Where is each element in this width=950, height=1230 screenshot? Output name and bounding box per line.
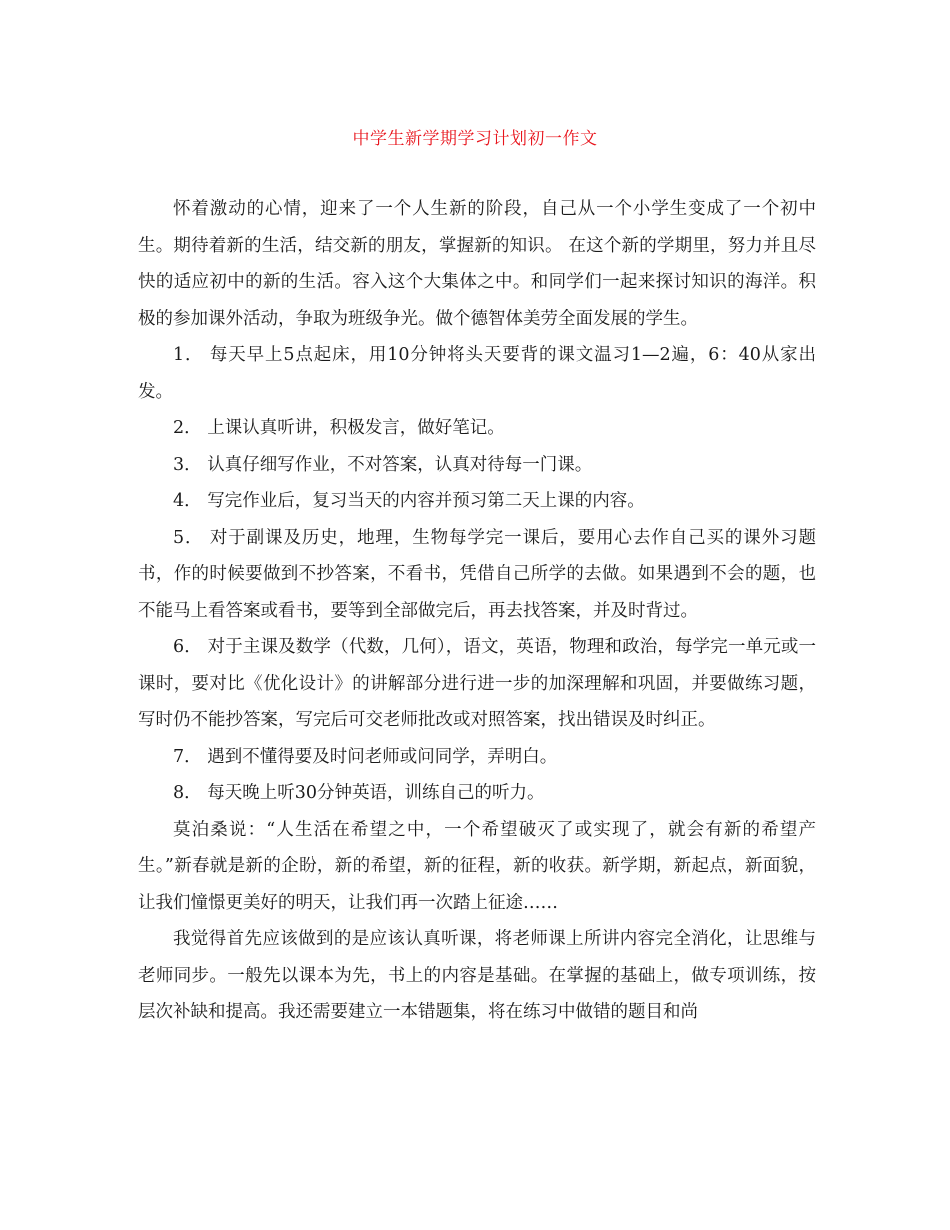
plan-item-5: 5． 对于副课及历史，地理，生物每学完一课后，要用心去作自己买的课外习题书，作的时候要做到不抄答案，不看书，凭借自己所学的去做。如果遇到不会的题，也不能马上看答案或看书，要等到全部做完后，再去找答案，并及时背过。 [138, 527, 816, 621]
plan-item-2: 2． 上课认真听讲，积极发言，做好笔记。 [173, 418, 505, 438]
intro-paragraph: 怀着激动的心情，迎来了一个人生新的阶段，自己从一个小学生变成了一个初中生。期待着新的生活，结交新的朋友，掌握新的知识。 在这个新的学期里，努力并且尽快的适应初中的新的生活。容入这个大集体之中。和同学们一起来探讨知识的海洋。积极的参加课外活动，争取为班级争光。做个德智体美劳全面发展的学生。 [138, 199, 816, 329]
plan-item-7: 7． 遇到不懂得要及时问老师或问同学，弄明白。 [173, 746, 558, 767]
plan-item-3: 3． 认真仔细写作业，不对答案，认真对待每一门课。 [173, 454, 593, 475]
document-title: 中学生新学期学习计划初一作文 [352, 129, 598, 149]
plan-item-8: 8． 每天晚上听30分钟英语，训练自己的听力。 [173, 783, 545, 803]
plan-item-4: 4． 写完作业后，复习当天的内容并预习第二天上课的内容。 [173, 491, 645, 511]
document-body [138, 191, 816, 1031]
plan-item-6: 6． 对于主课及数学（代数，几何），语文，英语，物理和政治，每学完一单元或一课时，要对比《优化设计》的讲解部分进行进一步的加深理解和巩固，并要做练习题，写时仍不能抄答案，写完后可交老师批改或对照答案，找出错误及时纠正。 [138, 637, 816, 730]
quote-paragraph: 莫泊桑说：“人生活在希望之中，一个希望破灭了或实现了，就会有新的希望产生。”新春就是新的企盼，新的希望，新的征程，新的收获。新学期，新起点，新面貌，让我们憧憬更美好的明天，让我们再一次踏上征途…… [138, 819, 816, 913]
plan-item-1: 1． 每天早上5点起床，用10分钟将头天要背的课文温习1—2遍，6：40从家出发。 [138, 345, 816, 402]
closing-paragraph: 我觉得首先应该做到的是应该认真听课，将老师课上所讲内容完全消化，让思维与老师同步。一般先以课本为先，书上的内容是基础。在掌握的基础上，做专项训练，按层次补缺和提高。我还需要建立一本错题集，将在练习中做错的题目和尚 [138, 929, 816, 1022]
